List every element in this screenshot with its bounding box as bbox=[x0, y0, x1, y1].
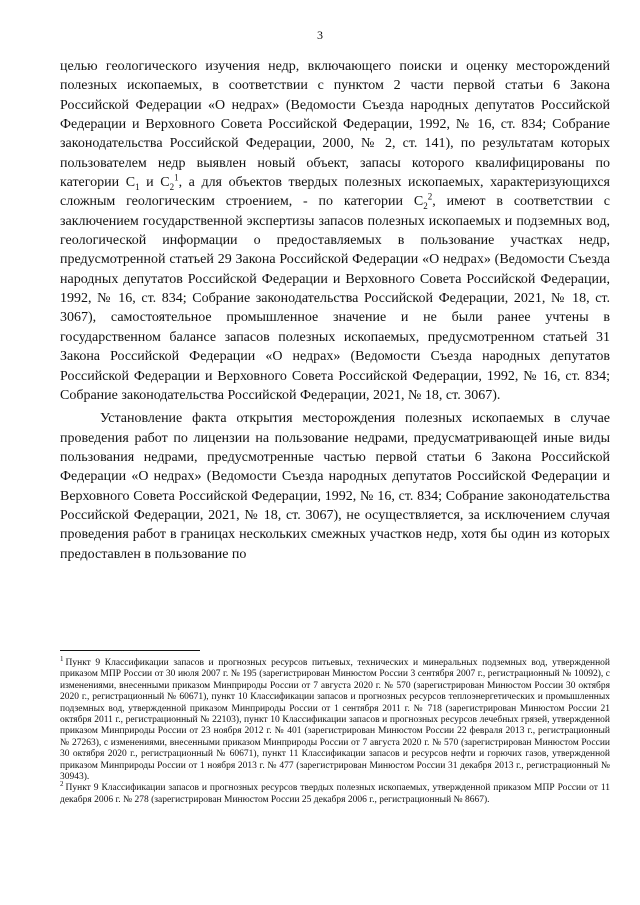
body-text bbox=[60, 57, 610, 564]
paragraph-1-text-d: , имеют в соответствии с заключением государственной экспертизы запасов полезных ископаемых и подземных вод, геологической информации о предоставляемых в пользование участках недр, предусмотренной статьей 29 Закона Российской Федерации «О недрах» (Ведомости Съезда народных депутатов Российской Федерации и Верховного Совета Российской Федерации, 1992, № 16, ст. 834; Собрание законодательства Российской Федерации, 2021, № 18, ст. 3067), самостоятельное промышленное значение и не были ранее учтены в государственном балансе запасов полезных ископаемых, предусмотренном статьей 31 Закона Российской Федерации «О недрах» (Ведомости Съезда народных депутатов Российской Федерации и Верховного Совета Российской Федерации, 1992, № 16, ст. 834; Собрание законодательства Российской Федерации, 2021, № 18, ст. 3067). bbox=[60, 194, 611, 403]
footnote-2 bbox=[60, 780, 610, 806]
footnote-2-text: Пункт 9 Классификации запасов и прогнозных ресурсов твердых полезных ископаемых, утвержденной приказом МПР России от 11 декабря 2006 г. № 278 (зарегистрирован Минюстом России 25 декабря 2006 г., регистрационный № 8667). bbox=[60, 783, 610, 805]
footnote-ref-2[interactable]: 2 bbox=[427, 191, 433, 202]
footnote-ref-1[interactable]: 1 bbox=[174, 172, 179, 183]
footnote-separator bbox=[60, 650, 200, 651]
category-c2-subscript: 2 bbox=[169, 181, 175, 192]
footnote-2-mark: 2 bbox=[60, 780, 64, 789]
paragraph-2: Установление факта открытия месторождения полезных ископаемых в случае проведения работ по лицензии на пользование недрами, предусматривающей иные виды пользования недрами, предусмотренные частью первой статьи 6 Закона Российской Федерации «О недрах» (Ведомости Съезда народных депутатов Российской Федерации и Верховного Совета Российской Федерации, 1992, № 16, ст. 834; Собрание законодательства Российской Федерации, 2021, № 18, ст. 3067), не осуществляется, за исключением случая проведения работ в границах нескольких смежных участков недр, хотя бы один из которых предоставлен в пользование по bbox=[60, 411, 610, 562]
page-number: 3 bbox=[317, 28, 323, 42]
paragraph-1-text-a: целью геологического изучения недр, включающего поиски и оценку месторождений полезных ископаемых, в соответствии с пунктом 2 части первой статьи 6 Закона Российской Федерации «О недрах» (Ведомости Съезда народных депутатов Российской Федерации и Верховного Совета Российской Федерации, 1992, № 16, ст. 834; Собрание законодательства Российской Федерации, 2000, № 2, ст. 141), по результатам которых пользователем недр выявлен новый объект, запасы которого квалифицированы по категории C bbox=[60, 59, 610, 191]
footnote-1-text: Пункт 9 Классификации запасов и прогнозных ресурсов питьевых, технических и минеральных подземных вод, утвержденной приказом МПР России от 30 июля 2007 г. № 195 (зарегистрирован Минюстом России 3 сентября 2007 г., регистрационный № 10092), с изменениями, внесенными приказом Минприроды России от 7 августа 2020 г. № 570 (зарегистрирован Минюстом России 30 октября 2020 г., регистрационный № 60671), пункт 10 Классификации запасов и прогнозных ресурсов теплоэнергетических и промышленных подземных вод, утвержденной приказом Минприроды России от 1 сентября 2011 г. № 718 (зарегистрирован Минюстом России 21 октября 2011 г., регистрационный № 22103), пункт 10 Классификации запасов и прогнозных ресурсов лечебных грязей, утвержденной приказом Минприроды России от 23 ноября 2012 г. № 401 (зарегистрирован Минюстом России 22 февраля 2013 г., регистрационный № 27263), с изменениями, внесенными приказом Минприроды России от 7 августа 2020 г. № 570 (зарегистрирован Минюстом России 30 октября 2020 г., регистрационный № 60671), пункт 11 Классификации запасов и ресурсов нефти и горючих газов, утвержденной приказом Минприроды России от 1 ноября 2013 г. № 477 (зарегистрирован Минюстом России 31 декабря 2013 г., регистрационный № 30943). bbox=[60, 658, 610, 783]
footnote-1-mark: 1 bbox=[60, 654, 64, 663]
paragraph-1-text-c: , а для объектов твердых полезных ископаемых, характеризующихся сложным геологическим строением, - по категории C bbox=[60, 175, 610, 210]
category-c1-subscript: 1 bbox=[135, 181, 140, 192]
paragraph-1 bbox=[60, 57, 610, 405]
category-c2-subscript-2: 2 bbox=[423, 201, 428, 212]
footnote-1 bbox=[60, 654, 610, 783]
paragraph-1-text-b: и C bbox=[139, 175, 170, 191]
footnotes bbox=[60, 654, 610, 806]
